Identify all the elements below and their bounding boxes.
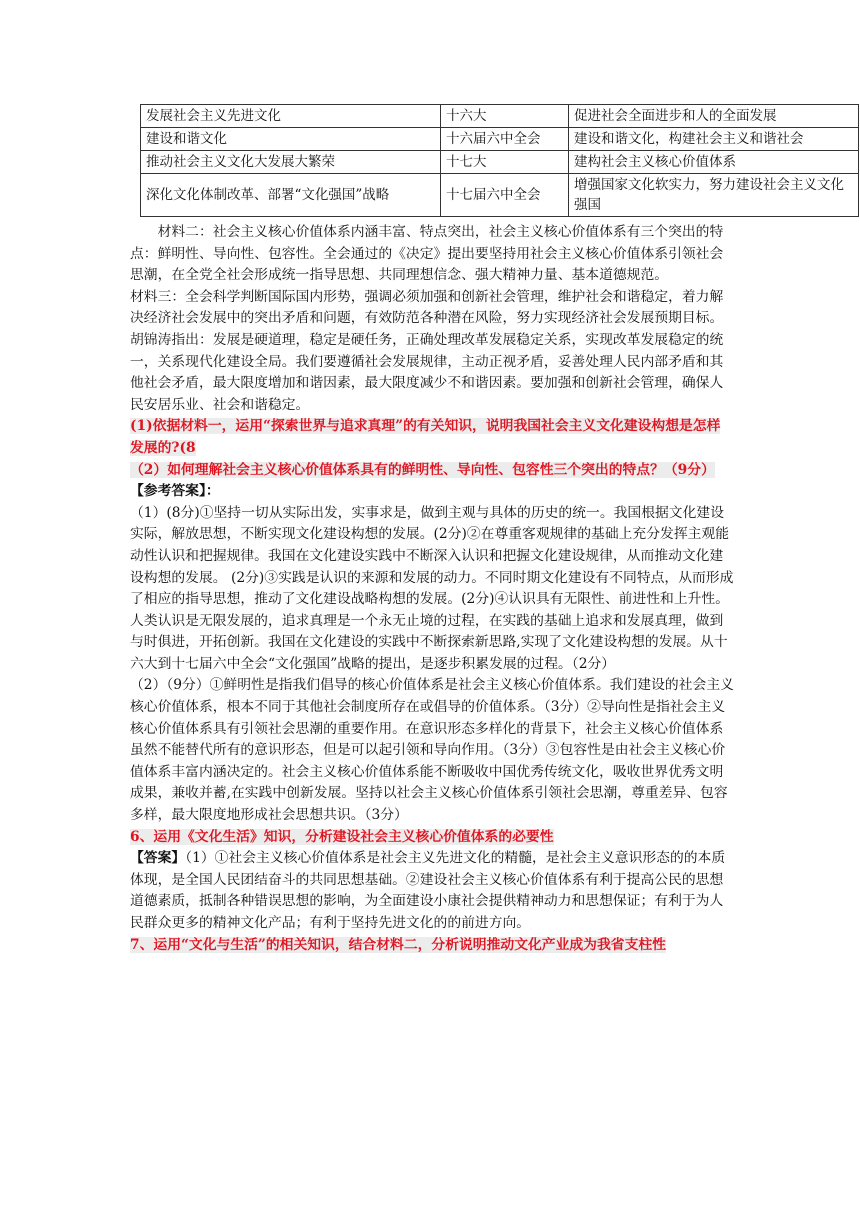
table-cell: 增强国家文化软实力，努力建设社会主义文化强国	[569, 174, 859, 217]
table-cell: 建构社会主义核心价值体系	[569, 151, 859, 174]
answer-six-text: （1）①社会主义核心价值体系是社会主义先进文化的精髓，是社会主义意识形态的的本质体现，是全国人民团结奋斗的共同思想基础。②建设社会主义核心价值体系有利于提高公民的思想道德素质，抵制各种错误思想的影响，为全面建设小康社会提供精神动力和思想保证；有利于为人民群众更多的精神文化产品；有利于坚持先进文化的的前进方向。	[130, 850, 726, 931]
table-cell: 十六届六中全会	[441, 128, 569, 151]
answer-six-label: 【答案】	[130, 850, 186, 867]
table-cell: 推动社会主义文化大发展大繁荣	[141, 151, 441, 174]
table-cell: 建设和谐文化	[141, 128, 441, 151]
table-cell: 十七大	[441, 151, 569, 174]
table-cell: 建设和谐文化，构建社会主义和谐社会	[569, 128, 859, 151]
hu-jintao-quote-paragraph: 胡锦涛指出：发展是硬道理，稳定是硬任务，正确处理改革发展稳定关系，实现改革发展稳定的统一，关系现代化建设全局。我们要遵循社会发展规律，主动正视矛盾，妥善处理人民内部矛盾和其他社会矛盾，最大限度增加和谐因素，最大限度减少不和谐因素。要加强和创新社会管理，确保人民安居乐业、社会和谐稳定。	[130, 331, 724, 413]
table-cell: 深化文化体制改革、部署“文化强国”战略	[141, 174, 441, 217]
answer-six-paragraph	[130, 848, 734, 934]
table-cell: 十六大	[441, 105, 569, 128]
table-row	[141, 151, 859, 174]
table-cell: 十七届六中全会	[441, 174, 569, 217]
culture-development-table	[140, 104, 859, 217]
question-six	[130, 827, 734, 849]
answer-two-paragraph: （2）（9分）①鲜明性是指我们倡导的核心价值体系是社会主义核心价值体系。我们建设的社会主义核心价值体系，根本不同于其他社会制度所存在或倡导的价值体系。（3分）②导向性是指社会主义核心价值体系具有引领社会思潮的重要作用。在意识形态多样化的背景下，社会主义核心价值体系虽然不能替代所有的意识形态，但是可以起引领和导向作用。（3分）③包容性是由社会主义核心价值体系丰富内涵决定的。社会主义核心价值体系能不断吸收中国优秀传统文化，吸收世界优秀文明成果，兼收并蓄,在实践中创新发展。坚持以社会主义核心价值体系引领社会思潮，尊重差异、包容多样，最大限度地形成社会思想共识。（3分）	[130, 677, 734, 824]
table-cell: 促进社会全面进步和人的全面发展	[569, 105, 859, 128]
table-cell: 发展社会主义先进文化	[141, 105, 441, 128]
question-seven-text: 7、运用“文化与生活”的相关知识，结合材料二，分析说明推动文化产业成为我省支柱性	[130, 936, 666, 953]
question-one	[130, 416, 734, 459]
answer-one-paragraph: （1）(8分)①坚持一切从实际出发，实事求是，做到主观与具体的历史的统一。我国根据文化建设实际，解放思想，不断实现文化建设构想的发展。(2分)②在尊重客观规律的基础上充分发挥主观能动性认识和把握规律。我国在文化建设实践中不断深入认识和把握文化建设规律，从而推动文化建设构想的发展。 (2分)③实践是认识的来源和发展的动力。不同时期文化建设有不同特点，从而形成了相应的指导思想，推动了文化建设战略构想的发展。(2分)④认识具有无限性、前进性和上升性。人类认识是无限发展的，追求真理是一个永无止境的过程，在实践的基础上追求和发展真理，做到与时俱进，开拓创新。我国在文化建设的实践中不断探索新思路,实现了文化建设构想的发展。从十六大到十七届六中全会“文化强国”战略的提出，是逐步积累发展的过程。（2分）	[130, 504, 734, 672]
question-two	[130, 460, 734, 482]
question-two-text: （2）如何理解社会主义核心价值体系具有的鲜明性、导向性、包容性三个突出的特点？（9分）	[130, 461, 715, 478]
material-three-paragraph: 材料三：全会科学判断国际国内形势，强调必须加强和创新社会管理，维护社会和谐稳定，着力解决经济社会发展中的突出矛盾和问题，有效防范各种潜在风险，努力实现经济社会发展预期目标。	[130, 288, 724, 327]
question-seven	[130, 935, 734, 957]
table-row	[141, 174, 859, 217]
document-body	[130, 222, 734, 956]
answer-heading: 【参考答案】：	[130, 483, 220, 500]
table-row	[141, 105, 859, 128]
material-two-paragraph: 材料二：社会主义核心价值体系内涵丰富、特点突出，社会主义核心价值体系有三个突出的特点：鲜明性、导向性、包容性。全会通过的《决定》提出要坚持用社会主义核心价值体系引领社会思潮，在全党全社会形成统一指导思想、共同理想信念、强大精神力量、基本道德规范。	[130, 224, 724, 284]
question-one-text: (1)依据材料一，运用“探索世界与追求真理”的有关知识，说明我国社会主义文化建设构想是怎样发展的?(8	[130, 418, 721, 456]
question-six-text: 6、运用《文化生活》知识，分析建设社会主义核心价值体系的必要性	[130, 828, 554, 845]
table-row	[141, 128, 859, 151]
